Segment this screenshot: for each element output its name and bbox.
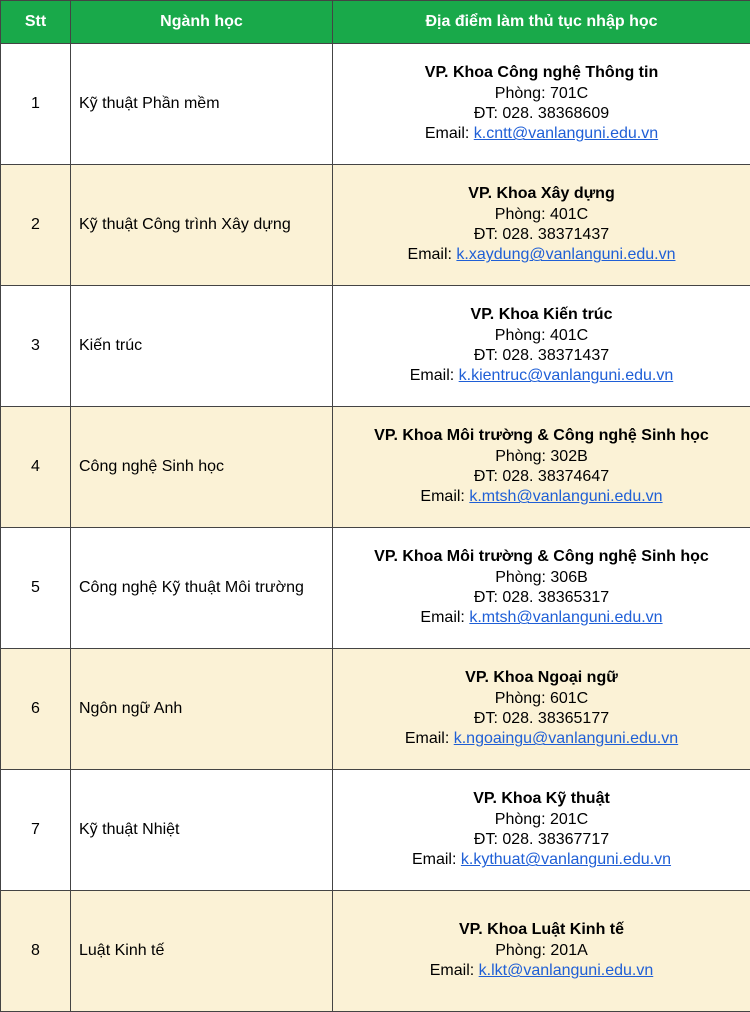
email-link[interactable]: k.kientruc@vanlanguni.edu.vn bbox=[459, 367, 674, 384]
office-email-line bbox=[333, 608, 750, 628]
email-label: Email: bbox=[425, 125, 469, 142]
office-phone: ĐT: 028. 38374647 bbox=[333, 467, 750, 487]
office-phone: ĐT: 028. 38365317 bbox=[333, 588, 750, 608]
header-place: Địa điểm làm thủ tục nhập học bbox=[333, 1, 750, 44]
office-phone: ĐT: 028. 38367717 bbox=[333, 830, 750, 850]
cell-major: Kỹ thuật Nhiệt bbox=[71, 770, 333, 891]
email-link[interactable]: k.kythuat@vanlanguni.edu.vn bbox=[461, 851, 671, 868]
cell-major: Luật Kinh tế bbox=[71, 891, 333, 1012]
cell-major: Công nghệ Kỹ thuật Môi trường bbox=[71, 528, 333, 649]
cell-stt: 8 bbox=[1, 891, 71, 1012]
cell-stt: 2 bbox=[1, 165, 71, 286]
table-row bbox=[1, 286, 750, 407]
cell-place bbox=[333, 165, 750, 286]
email-label: Email: bbox=[412, 851, 456, 868]
office-email-line bbox=[333, 961, 750, 981]
header-stt: Stt bbox=[1, 1, 71, 44]
email-label: Email: bbox=[410, 367, 454, 384]
office-name: VP. Khoa Môi trường & Công nghệ Sinh học bbox=[333, 426, 750, 446]
email-label: Email: bbox=[420, 488, 464, 505]
office-email-line bbox=[333, 850, 750, 870]
office-name: VP. Khoa Ngoại ngữ bbox=[333, 668, 750, 688]
table-header-row bbox=[1, 1, 750, 44]
cell-place bbox=[333, 649, 750, 770]
cell-stt: 7 bbox=[1, 770, 71, 891]
office-room: Phòng: 401C bbox=[333, 205, 750, 225]
office-room: Phòng: 201C bbox=[333, 810, 750, 830]
cell-stt: 3 bbox=[1, 286, 71, 407]
cell-major: Kỹ thuật Công trình Xây dựng bbox=[71, 165, 333, 286]
office-name: VP. Khoa Công nghệ Thông tin bbox=[333, 63, 750, 83]
office-name: VP. Khoa Môi trường & Công nghệ Sinh học bbox=[333, 547, 750, 567]
office-phone: ĐT: 028. 38371437 bbox=[333, 346, 750, 366]
office-room: Phòng: 401C bbox=[333, 326, 750, 346]
table-row bbox=[1, 44, 750, 165]
office-email-line bbox=[333, 245, 750, 265]
office-room: Phòng: 306B bbox=[333, 568, 750, 588]
table-row bbox=[1, 528, 750, 649]
cell-major: Công nghệ Sinh học bbox=[71, 407, 333, 528]
cell-place bbox=[333, 528, 750, 649]
office-name: VP. Khoa Kỹ thuật bbox=[333, 789, 750, 809]
office-room: Phòng: 201A bbox=[333, 941, 750, 961]
office-phone: ĐT: 028. 38368609 bbox=[333, 104, 750, 124]
table-row bbox=[1, 407, 750, 528]
table-row bbox=[1, 165, 750, 286]
email-link[interactable]: k.mtsh@vanlanguni.edu.vn bbox=[469, 609, 662, 626]
cell-stt: 6 bbox=[1, 649, 71, 770]
cell-place bbox=[333, 286, 750, 407]
cell-stt: 4 bbox=[1, 407, 71, 528]
office-room: Phòng: 601C bbox=[333, 689, 750, 709]
office-name: VP. Khoa Xây dựng bbox=[333, 184, 750, 204]
email-link[interactable]: k.mtsh@vanlanguni.edu.vn bbox=[469, 488, 662, 505]
table-row bbox=[1, 649, 750, 770]
email-link[interactable]: k.ngoaingu@vanlanguni.edu.vn bbox=[454, 730, 678, 747]
email-link[interactable]: k.cntt@vanlanguni.edu.vn bbox=[474, 125, 658, 142]
office-phone: ĐT: 028. 38365177 bbox=[333, 709, 750, 729]
cell-stt: 5 bbox=[1, 528, 71, 649]
office-email-line bbox=[333, 124, 750, 144]
email-label: Email: bbox=[405, 730, 449, 747]
office-room: Phòng: 302B bbox=[333, 447, 750, 467]
cell-place bbox=[333, 891, 750, 1012]
office-email-line bbox=[333, 487, 750, 507]
cell-major: Kỹ thuật Phần mềm bbox=[71, 44, 333, 165]
table-row bbox=[1, 891, 750, 1012]
office-name: VP. Khoa Kiến trúc bbox=[333, 305, 750, 325]
email-link[interactable]: k.xaydung@vanlanguni.edu.vn bbox=[456, 246, 675, 263]
email-label: Email: bbox=[430, 962, 474, 979]
cell-place bbox=[333, 407, 750, 528]
cell-place bbox=[333, 44, 750, 165]
cell-major: Ngôn ngữ Anh bbox=[71, 649, 333, 770]
office-email-line bbox=[333, 729, 750, 749]
office-room: Phòng: 701C bbox=[333, 84, 750, 104]
office-name: VP. Khoa Luật Kinh tế bbox=[333, 920, 750, 940]
email-label: Email: bbox=[408, 246, 452, 263]
cell-stt: 1 bbox=[1, 44, 71, 165]
office-phone: ĐT: 028. 38371437 bbox=[333, 225, 750, 245]
cell-major: Kiến trúc bbox=[71, 286, 333, 407]
email-label: Email: bbox=[420, 609, 464, 626]
office-email-line bbox=[333, 366, 750, 386]
header-major: Ngành học bbox=[71, 1, 333, 44]
cell-place bbox=[333, 770, 750, 891]
email-link[interactable]: k.lkt@vanlanguni.edu.vn bbox=[479, 962, 654, 979]
table-row bbox=[1, 770, 750, 891]
